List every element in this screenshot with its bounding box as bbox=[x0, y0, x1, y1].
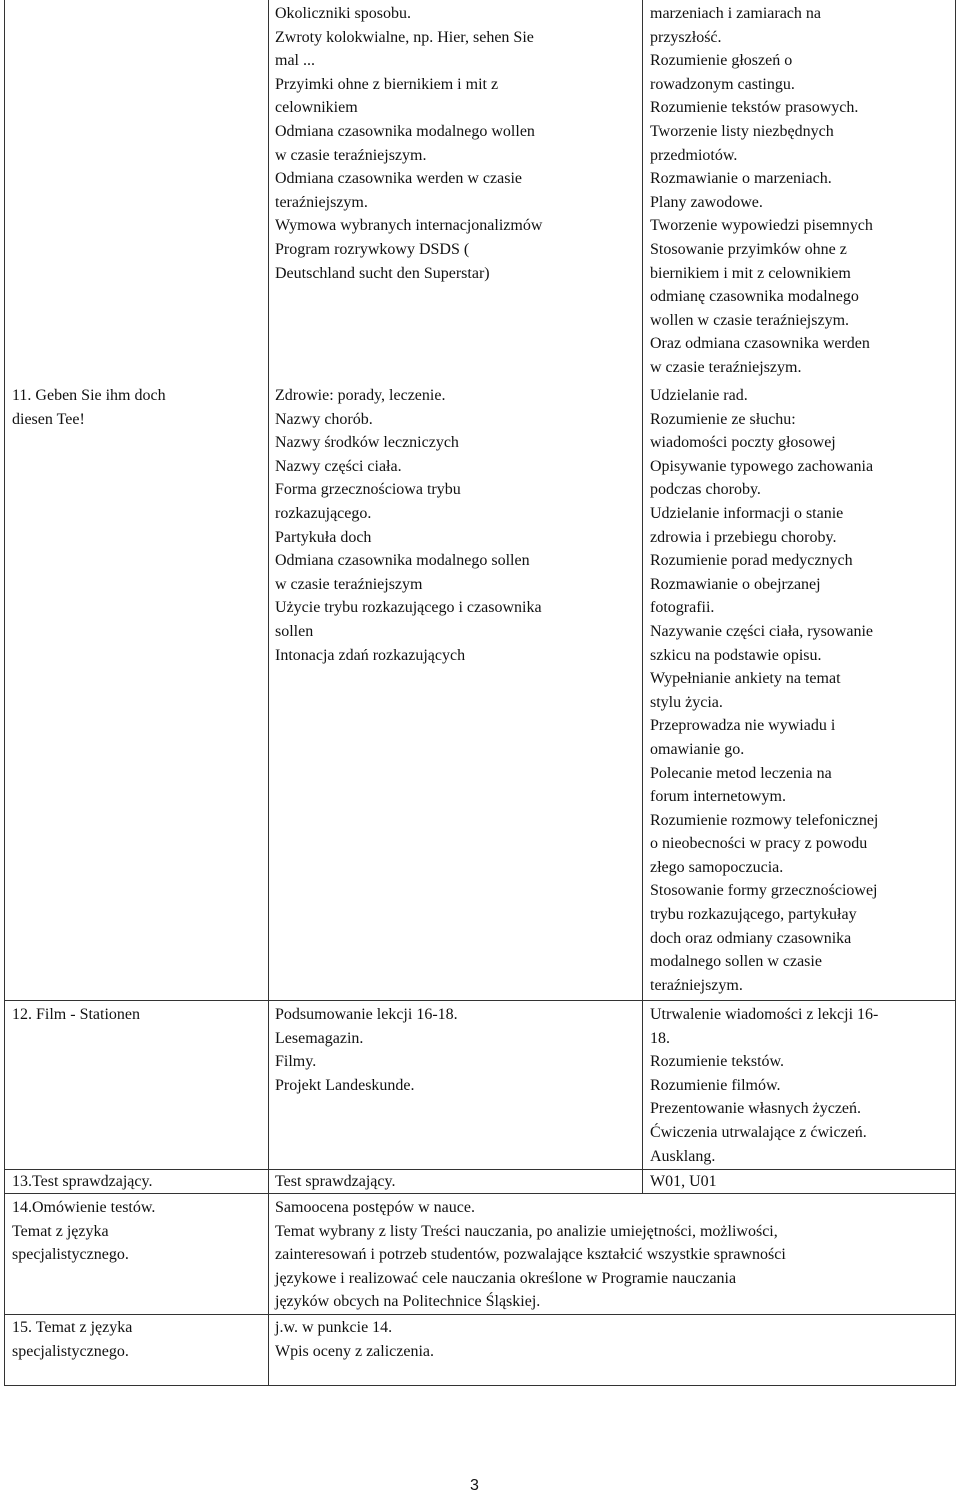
row10-skills-cell bbox=[650, 2, 873, 380]
row12-skills-cell bbox=[650, 1003, 878, 1168]
text-line: Udzielanie informacji o stanie bbox=[650, 504, 844, 522]
text-line: o nieobecności w pracy z powodu bbox=[650, 835, 868, 853]
table-border-right bbox=[955, 0, 956, 1386]
text-line: doch oraz odmiany czasownika bbox=[650, 929, 852, 947]
text-line: Utrwalenie wiadomości z lekcji 16- bbox=[650, 1006, 879, 1023]
text-line: odmianę czasownika modalnego bbox=[650, 288, 859, 306]
text-line: językowe i realizować cele nauczania określone w Programie nauczania bbox=[275, 1269, 737, 1287]
text-line: Rozumienie tekstów. bbox=[650, 1053, 785, 1071]
text-line: Tworzenie wypowiedzi pisemnych bbox=[650, 217, 873, 235]
text-line: Rozumienie ze słuchu: bbox=[650, 410, 796, 428]
text-line: Opisywanie typowego zachowania bbox=[650, 457, 874, 475]
text-line: 14.Omówienie testów. bbox=[12, 1199, 156, 1216]
text-line: podczas choroby. bbox=[650, 481, 761, 499]
text-line: forum internetowym. bbox=[650, 788, 786, 806]
text-line: Użycie trybu rozkazującego i czasownika bbox=[275, 599, 542, 617]
text-line: Rozumienie głoszeń o bbox=[650, 52, 793, 70]
table-border-bottom bbox=[4, 1385, 956, 1386]
text-line: modalnego sollen w czasie bbox=[650, 953, 822, 971]
text-line: Forma grzecznościowa trybu bbox=[275, 481, 461, 499]
text-line: Temat wybrany z listy Treści nauczania, po analizie umiejętności, możliwości, bbox=[275, 1222, 778, 1240]
text-line: Podsumowanie lekcji 16-18. bbox=[275, 1006, 458, 1023]
text-line: Nazwy części ciała. bbox=[275, 457, 402, 475]
text-line: Oraz odmiana czasownika werden bbox=[650, 335, 870, 353]
text-line: Wymowa wybranych internacjonalizmów bbox=[275, 217, 543, 235]
row13-content-cell bbox=[275, 1170, 395, 1194]
text-line: Rozumienie filmów. bbox=[650, 1076, 781, 1094]
text-line: biernikiem i mit z celownikiem bbox=[650, 264, 851, 282]
row15-topic-cell bbox=[12, 1316, 132, 1363]
text-line: Partykuła doch bbox=[275, 528, 372, 546]
text-line: Nazwy chorób. bbox=[275, 410, 373, 428]
column-divider-1 bbox=[268, 0, 269, 1386]
table-border-left bbox=[4, 0, 5, 1386]
text-line: Program rozrywkowy DSDS ( bbox=[275, 240, 470, 258]
text-line: omawianie go. bbox=[650, 740, 745, 758]
text-line: 11. Geben Sie ihm doch bbox=[12, 387, 166, 404]
text-line: Ćwiczenia utrwalające z ćwiczeń. bbox=[650, 1123, 867, 1141]
text-line: Filmy. bbox=[275, 1053, 317, 1071]
row-divider-12 bbox=[4, 1000, 956, 1001]
text-line: wiadomości poczty głosowej bbox=[650, 434, 836, 452]
row15-content-cell bbox=[275, 1316, 434, 1363]
text-line: Rozumienie tekstów prasowych. bbox=[650, 99, 859, 117]
text-line: Prezentowanie własnych życzeń. bbox=[650, 1100, 862, 1118]
text-line: trybu rozkazującego, partykułay bbox=[650, 906, 857, 924]
text-line: Udzielanie rad. bbox=[650, 387, 748, 404]
text-line: Wypełnianie ankiety na temat bbox=[650, 670, 841, 688]
row14-content-cell bbox=[275, 1196, 786, 1314]
text-line: 12. Film - Stationen bbox=[12, 1006, 140, 1023]
row11-content-cell bbox=[275, 384, 542, 667]
text-line: Odmiana czasownika modalnego wollen bbox=[275, 122, 535, 140]
text-line: Temat z języka bbox=[12, 1222, 109, 1240]
text-line: w czasie teraźniejszym. bbox=[650, 358, 802, 376]
row11-skills-cell bbox=[650, 384, 878, 997]
text-line: sollen bbox=[275, 622, 314, 640]
text-line: szkicu na podstawie opisu. bbox=[650, 646, 822, 664]
text-line: Stosowanie przyimków ohne z bbox=[650, 240, 847, 258]
text-line: zdrowia i przebiegu choroby. bbox=[650, 528, 837, 546]
row12-content-cell bbox=[275, 1003, 458, 1097]
text-line: Tworzenie listy niezbędnych bbox=[650, 122, 834, 140]
text-line: marzeniach i zamiarach na bbox=[650, 5, 821, 22]
text-line: przyszłość. bbox=[650, 28, 722, 46]
text-line: Stosowanie formy grzecznościowej bbox=[650, 882, 878, 900]
text-line: Ausklang. bbox=[650, 1147, 716, 1165]
text-line: Rozmawianie o obejrzanej bbox=[650, 575, 821, 593]
text-line: celownikiem bbox=[275, 99, 358, 117]
text-line: Polecanie metod leczenia na bbox=[650, 764, 832, 782]
text-line: złego samopoczucia. bbox=[650, 858, 784, 876]
text-line: Intonacja zdań rozkazujących bbox=[275, 646, 466, 664]
page-number: 3 bbox=[470, 1477, 479, 1494]
text-line: Zdrowie: porady, leczenie. bbox=[275, 387, 446, 404]
text-line: w czasie teraźniejszym bbox=[275, 575, 423, 593]
text-line: W01, U01 bbox=[650, 1173, 717, 1190]
row13-outcome-cell bbox=[650, 1170, 717, 1194]
text-line: Rozmawianie o marzeniach. bbox=[650, 170, 832, 188]
text-line: mal ... bbox=[275, 52, 315, 70]
column-divider-2 bbox=[642, 0, 643, 1193]
text-line: fotografii. bbox=[650, 599, 715, 617]
text-line: Lesemagazin. bbox=[275, 1029, 364, 1047]
text-line: j.w. w punkcie 14. bbox=[275, 1319, 393, 1336]
text-line: Nazywanie części ciała, rysowanie bbox=[650, 622, 873, 640]
text-line: 15. Temat z języka bbox=[12, 1319, 133, 1336]
text-line: Projekt Landeskunde. bbox=[275, 1076, 415, 1094]
text-line: rowadzonym castingu. bbox=[650, 75, 795, 93]
text-line: Deutschland sucht den Superstar) bbox=[275, 264, 490, 282]
text-line: rozkazującego. bbox=[275, 504, 372, 522]
text-line: Odmiana czasownika werden w czasie bbox=[275, 170, 522, 188]
text-line: Zwroty kolokwialne, np. Hier, sehen Sie bbox=[275, 28, 534, 46]
text-line: stylu życia. bbox=[650, 693, 723, 711]
row-divider-15 bbox=[4, 1314, 956, 1315]
text-line: 13.Test sprawdzający. bbox=[12, 1173, 153, 1190]
text-line: specjalistycznego. bbox=[12, 1342, 129, 1360]
row12-topic-cell bbox=[12, 1003, 140, 1027]
text-line: zainteresowań i potrzeb studentów, pozwalające kształcić wszystkie sprawności bbox=[275, 1246, 786, 1264]
text-line: w czasie teraźniejszym. bbox=[275, 146, 427, 164]
text-line: 18. bbox=[650, 1029, 670, 1047]
text-line: teraźniejszym. bbox=[275, 193, 368, 211]
text-line: Odmiana czasownika modalnego sollen bbox=[275, 552, 530, 570]
text-line: Przyimki ohne z biernikiem i mit z bbox=[275, 75, 499, 93]
text-line: Plany zawodowe. bbox=[650, 193, 763, 211]
text-line: Okoliczniki sposobu. bbox=[275, 5, 411, 22]
row13-topic-cell bbox=[12, 1170, 152, 1194]
text-line: diesen Tee! bbox=[12, 410, 85, 428]
text-line: Rozumienie porad medycznych bbox=[650, 552, 853, 570]
text-line: języków obcych na Politechnice Śląskiej. bbox=[275, 1293, 541, 1311]
row14-topic-cell bbox=[12, 1196, 155, 1267]
text-line: Rozumienie rozmowy telefonicznej bbox=[650, 811, 879, 829]
row11-topic-cell bbox=[12, 384, 166, 431]
text-line: specjalistycznego. bbox=[12, 1246, 129, 1264]
text-line: Przeprowadza nie wywiadu i bbox=[650, 717, 836, 735]
text-line: teraźniejszym. bbox=[650, 976, 743, 994]
text-line: wollen w czasie teraźniejszym. bbox=[650, 311, 850, 329]
row10-content-cell bbox=[275, 2, 542, 285]
text-line: Samoocena postępów w nauce. bbox=[275, 1199, 475, 1216]
text-line: Wpis oceny z zaliczenia. bbox=[275, 1342, 435, 1360]
text-line: Nazwy środków leczniczych bbox=[275, 434, 459, 452]
text-line: Test sprawdzający. bbox=[275, 1173, 396, 1190]
text-line: przedmiotów. bbox=[650, 146, 738, 164]
